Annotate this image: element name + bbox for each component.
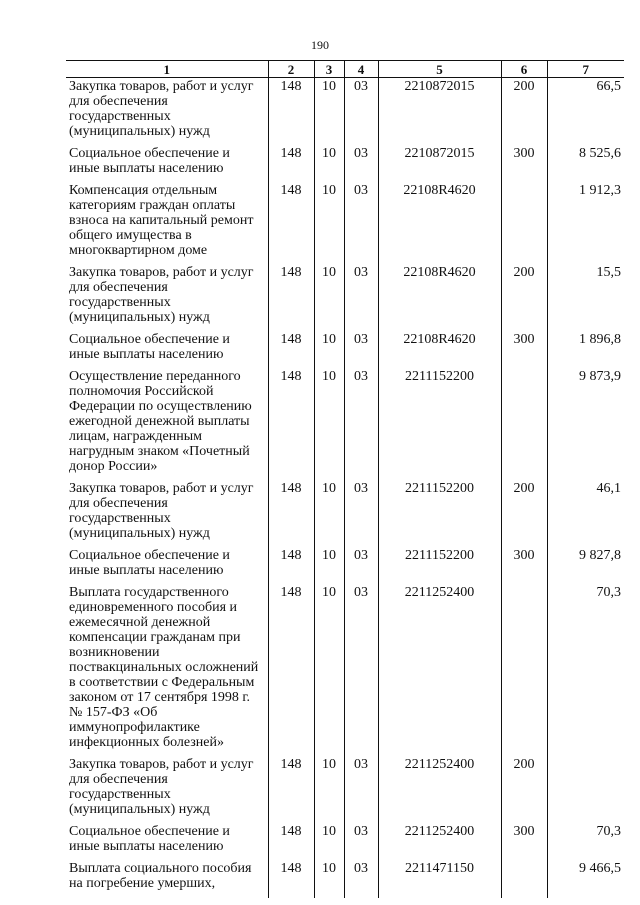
- ministry-code: 148: [268, 265, 314, 332]
- target-article-code: 2211252400: [378, 585, 501, 757]
- section-code: 10: [314, 265, 344, 332]
- subsection-code: 03: [344, 585, 378, 757]
- table-row: [66, 78, 624, 147]
- amount: [547, 757, 624, 824]
- header-col-6: 6: [501, 61, 547, 78]
- target-article-code: 2211152200: [378, 481, 501, 548]
- expense-type-code: 200: [501, 481, 547, 548]
- subsection-code: 03: [344, 78, 378, 147]
- amount: 70,3: [547, 824, 624, 861]
- budget-table: [66, 60, 624, 898]
- ministry-code: 148: [268, 332, 314, 369]
- section-code: 10: [314, 481, 344, 548]
- table-row: [66, 265, 624, 332]
- header-col-1: 1: [66, 61, 268, 78]
- section-code: 10: [314, 78, 344, 147]
- subsection-code: 03: [344, 369, 378, 481]
- section-code: 10: [314, 757, 344, 824]
- table-row: [66, 757, 624, 824]
- section-code: 10: [314, 369, 344, 481]
- subsection-code: 03: [344, 183, 378, 265]
- target-article-code: 22108R4620: [378, 183, 501, 265]
- subsection-code: 03: [344, 757, 378, 824]
- section-code: 10: [314, 585, 344, 757]
- amount: 46,1: [547, 481, 624, 548]
- amount: 8 525,6: [547, 146, 624, 183]
- item-name: Закупка товаров, работ и услуг для обеспечения государственных (муниципальных) нужд: [69, 481, 254, 541]
- subsection-code: 03: [344, 265, 378, 332]
- item-name: Социальное обеспечение и иные выплаты населению: [69, 332, 230, 362]
- item-name: Закупка товаров, работ и услуг для обеспечения государственных (муниципальных) нужд: [69, 79, 254, 139]
- target-article-code: 22108R4620: [378, 265, 501, 332]
- expense-type-code: 300: [501, 146, 547, 183]
- header-col-3: 3: [314, 61, 344, 78]
- amount: 66,5: [547, 78, 624, 147]
- section-code: 10: [314, 146, 344, 183]
- table-row: [66, 861, 624, 898]
- amount: 1 912,3: [547, 183, 624, 265]
- expense-type-code: 200: [501, 265, 547, 332]
- expense-type-code: [501, 369, 547, 481]
- amount: 9 827,8: [547, 548, 624, 585]
- subsection-code: 03: [344, 146, 378, 183]
- ministry-code: 148: [268, 481, 314, 548]
- table-row: [66, 548, 624, 585]
- subsection-code: 03: [344, 332, 378, 369]
- expense-type-code: [501, 585, 547, 757]
- section-code: 10: [314, 548, 344, 585]
- amount: 9 466,5: [547, 861, 624, 898]
- ministry-code: 148: [268, 585, 314, 757]
- amount: 70,3: [547, 585, 624, 757]
- table-row: [66, 824, 624, 861]
- expense-type-code: 300: [501, 548, 547, 585]
- item-name: Закупка товаров, работ и услуг для обеспечения государственных (муниципальных) нужд: [69, 757, 254, 817]
- item-name: Социальное обеспечение и иные выплаты населению: [69, 824, 230, 854]
- subsection-code: 03: [344, 481, 378, 548]
- table-row: [66, 369, 624, 481]
- ministry-code: 148: [268, 757, 314, 824]
- table-row: [66, 146, 624, 183]
- expense-type-code: [501, 183, 547, 265]
- section-code: 10: [314, 824, 344, 861]
- ministry-code: 148: [268, 78, 314, 147]
- target-article-code: 2211471150: [378, 861, 501, 898]
- item-name: Социальное обеспечение и иные выплаты населению: [69, 146, 230, 176]
- ministry-code: 148: [268, 824, 314, 861]
- header-col-5: 5: [378, 61, 501, 78]
- expense-type-code: 300: [501, 824, 547, 861]
- table-row: [66, 332, 624, 369]
- subsection-code: 03: [344, 861, 378, 898]
- item-name: Выплата социального пособия на погребение умерших,: [69, 861, 252, 891]
- ministry-code: 148: [268, 548, 314, 585]
- expense-type-code: 300: [501, 332, 547, 369]
- target-article-code: 2211252400: [378, 824, 501, 861]
- table-row: [66, 585, 624, 757]
- subsection-code: 03: [344, 548, 378, 585]
- target-article-code: 2211152200: [378, 369, 501, 481]
- header-col-7: 7: [547, 61, 624, 78]
- ministry-code: 148: [268, 861, 314, 898]
- target-article-code: 2211152200: [378, 548, 501, 585]
- expense-type-code: [501, 861, 547, 898]
- expense-type-code: 200: [501, 78, 547, 147]
- target-article-code: 2210872015: [378, 146, 501, 183]
- section-code: 10: [314, 332, 344, 369]
- page-number: 190: [311, 38, 329, 52]
- item-name: Закупка товаров, работ и услуг для обеспечения государственных (муниципальных) нужд: [69, 265, 254, 325]
- target-article-code: 22108R4620: [378, 332, 501, 369]
- amount: 15,5: [547, 265, 624, 332]
- ministry-code: 148: [268, 183, 314, 265]
- target-article-code: 2210872015: [378, 78, 501, 147]
- amount: 1 896,8: [547, 332, 624, 369]
- header-col-4: 4: [344, 61, 378, 78]
- table-row: [66, 481, 624, 548]
- amount: 9 873,9: [547, 369, 624, 481]
- target-article-code: 2211252400: [378, 757, 501, 824]
- section-code: 10: [314, 183, 344, 265]
- expense-type-code: 200: [501, 757, 547, 824]
- table-row: [66, 183, 624, 265]
- item-name: Социальное обеспечение и иные выплаты населению: [69, 548, 230, 578]
- item-name: Осуществление переданного полномочия Российской Федерации по осуществлению ежегодной денежной выплаты лицам, награжденным нагрудным знаком «Почетный донор России»: [69, 369, 252, 474]
- header-row: [66, 61, 624, 78]
- item-name: Компенсация отдельным категориям граждан оплаты взноса на капитальный ремонт общего имущества в многоквартирном доме: [69, 183, 254, 258]
- ministry-code: 148: [268, 369, 314, 481]
- table-body: [66, 78, 624, 899]
- header-col-2: 2: [268, 61, 314, 78]
- ministry-code: 148: [268, 146, 314, 183]
- item-name: Выплата государственного единовременного пособия и ежемесячной денежной компенсации гражданам при возникновении поствакцинальных осложнений в соответствии с Федеральным законом от 17 сентября 1998 г. № 157-ФЗ «Об иммунопрофилактике инфекционных болезней»: [69, 585, 259, 750]
- section-code: 10: [314, 861, 344, 898]
- subsection-code: 03: [344, 824, 378, 861]
